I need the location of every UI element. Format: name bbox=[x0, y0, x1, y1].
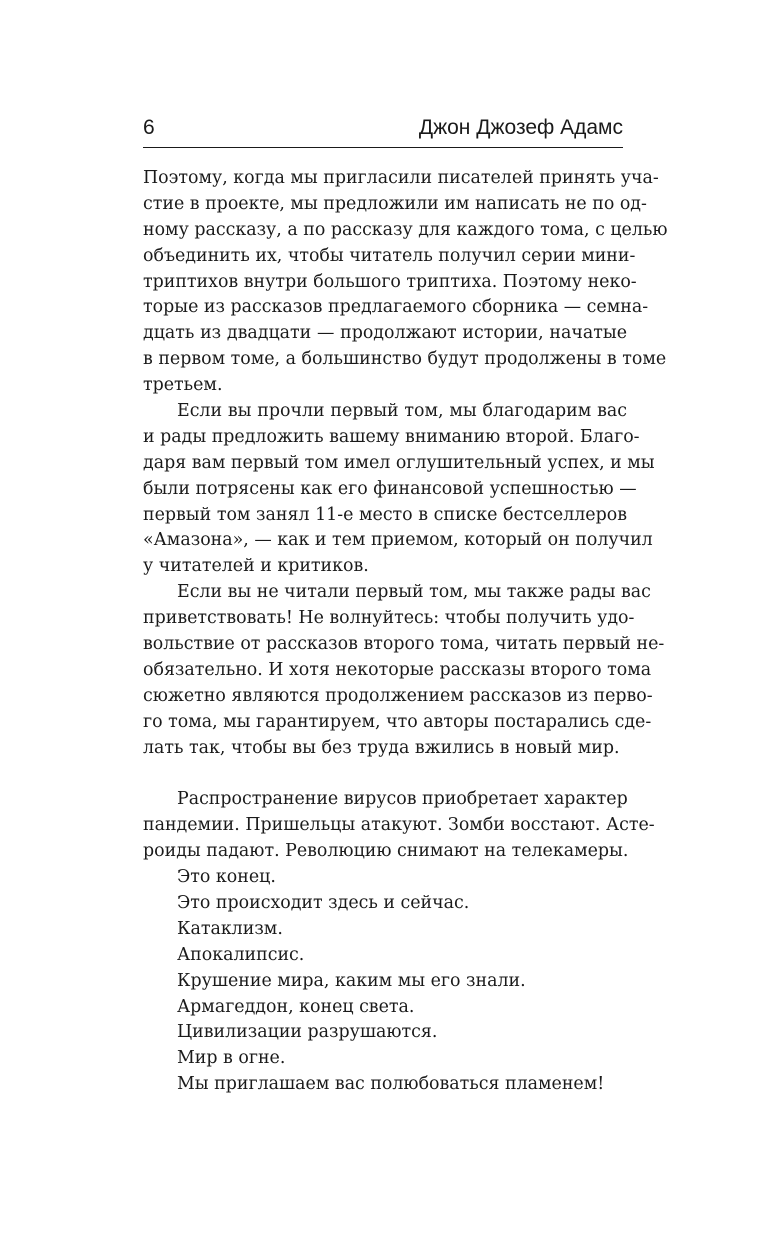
paragraph bbox=[143, 917, 627, 943]
text-line: Мир в огне. bbox=[177, 1048, 286, 1069]
text-line: Поэтому, когда мы пригласили писателей принять уча- bbox=[143, 168, 659, 188]
text-line: лать так, чтобы вы без труда вжились в новый мир. bbox=[143, 737, 620, 758]
paragraph bbox=[143, 943, 627, 969]
paragraph bbox=[143, 787, 655, 865]
text-line: Если вы не читали первый том, мы также рады вас bbox=[177, 582, 651, 603]
text-line: дцать из двадцати — продолжают истории, начатые bbox=[143, 323, 627, 344]
text-line: Апокалипсис. bbox=[177, 944, 305, 965]
text-line: го тома, мы гарантируем, что авторы постарались сде- bbox=[143, 711, 652, 732]
paragraph bbox=[143, 995, 627, 1021]
section-break bbox=[143, 761, 627, 787]
running-head bbox=[143, 116, 623, 146]
page-number: 6 bbox=[143, 116, 155, 139]
paragraph bbox=[143, 399, 655, 580]
text-line: у читателей и критиков. bbox=[143, 556, 369, 577]
text-line: объединить их, чтобы читатель получил серии мини- bbox=[143, 245, 636, 266]
paragraph bbox=[143, 1046, 627, 1072]
text-line: Распространение вирусов приобретает характер bbox=[177, 789, 628, 810]
text-line: пандемии. Пришельцы атакуют. Зомби восстают. Асте- bbox=[143, 815, 655, 836]
running-head-author: Джон Джозеф Адамс bbox=[418, 116, 623, 139]
text-line: Армагеддон, конец света. bbox=[177, 996, 415, 1017]
header-rule bbox=[143, 147, 623, 148]
text-line: приветствовать! Не волнуйтесь: чтобы получить удо- bbox=[143, 608, 635, 629]
text-line: ному рассказу, а по рассказу для каждого тома, с целью bbox=[143, 219, 668, 240]
text-line: Крушение мира, каким мы его знали. bbox=[177, 970, 526, 991]
text-line: Это конец. bbox=[177, 867, 276, 888]
paragraph bbox=[143, 580, 665, 761]
text-line: стие в проекте, мы предложили им написать не по од- bbox=[143, 193, 647, 214]
text-line: роиды падают. Революцию снимают на телекамеры. bbox=[143, 841, 629, 862]
text-line: Мы приглашаем вас полюбоваться пламенем! bbox=[177, 1074, 605, 1095]
text-line: Это происходит здесь и сейчас. bbox=[177, 892, 470, 913]
paragraph bbox=[143, 1072, 627, 1098]
paragraph bbox=[143, 969, 627, 995]
text-line: «Амазона», — как и тем приемом, который он получил bbox=[143, 530, 653, 551]
body-text bbox=[143, 166, 668, 1098]
paragraph bbox=[143, 891, 627, 917]
text-line: сюжетно являются продолжением рассказов из перво- bbox=[143, 685, 653, 706]
text-line: и рады предложить вашему вниманию второй. Благо- bbox=[143, 426, 640, 447]
text-line: в первом томе, а большинство будут продолжены в томе bbox=[143, 349, 667, 370]
text-line: торые из рассказов предлагаемого сборника — семна- bbox=[143, 297, 649, 318]
text-line: Катаклизм. bbox=[177, 918, 283, 939]
text-line: первый том занял 11-е место в списке бестселлеров bbox=[143, 504, 627, 525]
text-line: третьем. bbox=[143, 375, 223, 396]
text-line: триптихов внутри большого триптиха. Поэтому неко- bbox=[143, 271, 637, 292]
text-line: были потрясены как его финансовой успешностью — bbox=[143, 478, 637, 499]
paragraph bbox=[143, 1020, 627, 1046]
text-line: Цивилизации разрушаются. bbox=[177, 1022, 438, 1043]
text-line: вольствие от рассказов второго тома, читать первый не- bbox=[143, 634, 665, 655]
text-line: даря вам первый том имел оглушительный успех, и мы bbox=[143, 452, 655, 473]
paragraph bbox=[143, 166, 668, 399]
text-line: Если вы прочли первый том, мы благодарим вас bbox=[177, 401, 627, 422]
paragraph bbox=[143, 865, 627, 891]
text-line: обязательно. И хотя некоторые рассказы второго тома bbox=[143, 659, 652, 680]
